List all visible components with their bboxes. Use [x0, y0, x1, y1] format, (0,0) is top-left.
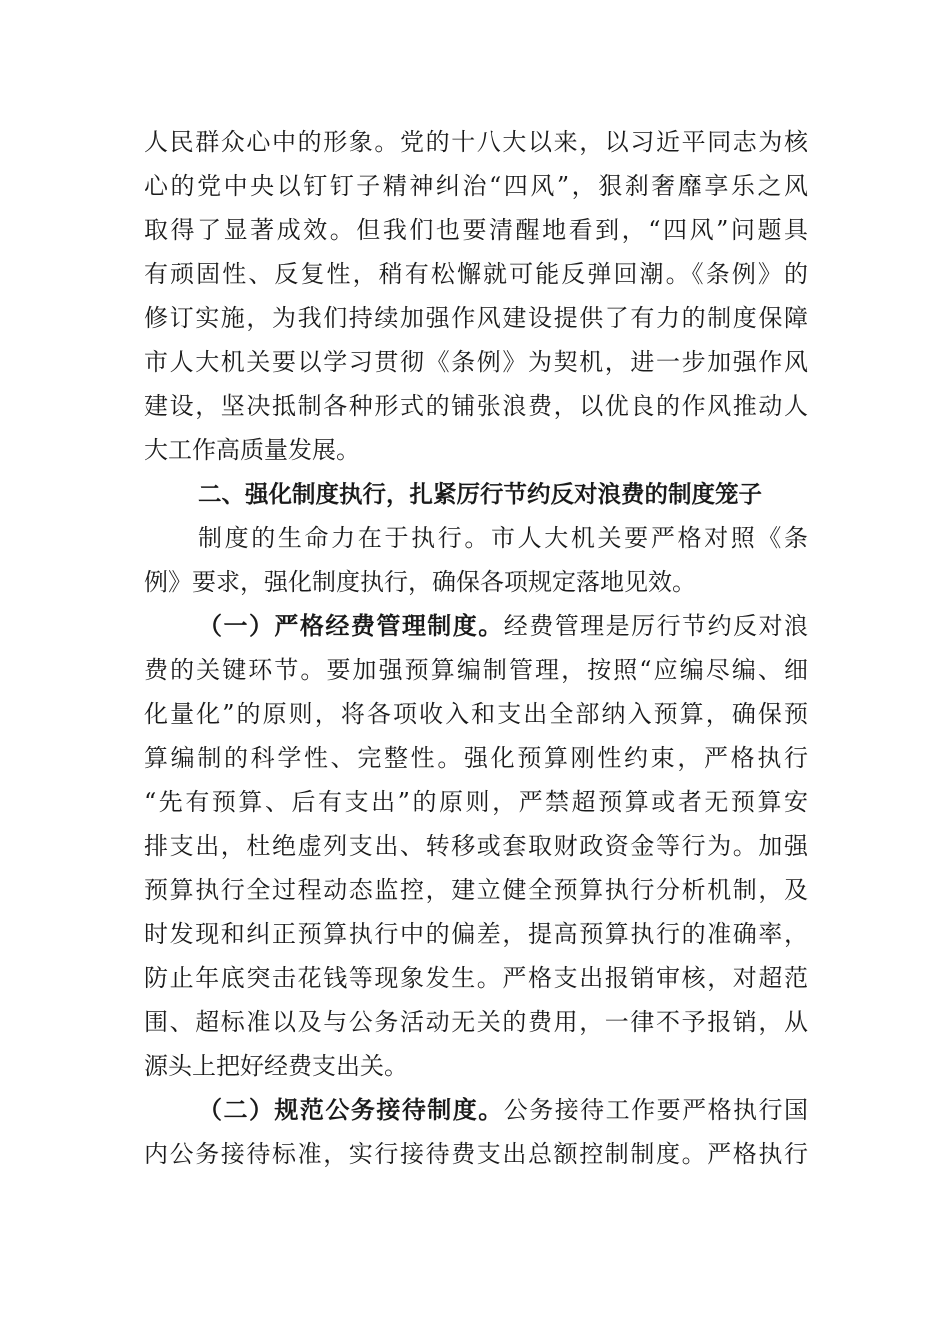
paragraph-line: 市人大机关要以学习贯彻《条例》为契机，进一步加强作风 [144, 348, 808, 376]
paragraph-line: 围、超标准以及与公务活动无关的费用，一律不予报销，从 [144, 1008, 808, 1036]
document-body [144, 120, 808, 1176]
paragraph-line: 算编制的科学性、完整性。强化预算刚性约束，严格执行 [144, 744, 808, 772]
paragraph-line: 修订实施，为我们持续加强作风建设提供了有力的制度保障 [144, 304, 808, 332]
paragraph-line: 内公务接待标准，实行接待费支出总额控制制度。严格执行 [144, 1140, 808, 1168]
item-first-line [144, 1088, 808, 1132]
paragraph-line: 费的关键环节。要加强预算编制管理，按照“应编尽编、细 [144, 656, 808, 684]
item-first-line-text: 经费管理是厉行节约反对浪 [503, 612, 808, 640]
paragraph-line: 时发现和纠正预算执行中的偏差，提高预算执行的准确率， [144, 920, 808, 948]
paragraph-line: 人民群众心中的形象。党的十八大以来，以习近平同志为核 [144, 128, 808, 156]
paragraph-line: 建设，坚决抵制各种形式的铺张浪费，以优良的作风推动人 [144, 392, 808, 420]
item-lead: （二）规范公务接待制度。 [198, 1095, 504, 1124]
item-first-line [144, 604, 808, 648]
paragraph-line: 排支出，杜绝虚列支出、转移或套取财政资金等行为。加强 [144, 832, 808, 860]
paragraph-line: “先有预算、后有支出”的原则，严禁超预算或者无预算安 [144, 788, 808, 816]
paragraph-line: 源头上把好经费支出关。 [144, 1052, 408, 1080]
paragraph-line: 大工作高质量发展。 [144, 436, 360, 464]
paragraph-line: 例》要求，强化制度执行，确保各项规定落地见效。 [144, 568, 696, 596]
paragraph-line: 化量化”的原则，将各项收入和支出全部纳入预算，确保预 [144, 700, 808, 728]
paragraph-line: 心的党中央以钉钉子精神纠治“四风”，狠刹奢靡享乐之风 [144, 172, 808, 200]
paragraph-line: 制度的生命力在于执行。市人大机关要严格对照《条 [198, 524, 808, 552]
paragraph-line: 取得了显著成效。但我们也要清醒地看到，“四风”问题具 [144, 216, 808, 244]
section-heading: 二、强化制度执行，扎紧厉行节约反对浪费的制度笼子 [198, 480, 762, 508]
paragraph-line: 预算执行全过程动态监控，建立健全预算执行分析机制，及 [144, 876, 808, 904]
item-lead: （一）严格经费管理制度。 [198, 611, 504, 640]
paragraph-line: 防止年底突击花钱等现象发生。严格支出报销审核，对超范 [144, 964, 808, 992]
item-first-line-text: 公务接待工作要严格执行国 [503, 1096, 808, 1124]
paragraph-line: 有顽固性、反复性，稍有松懈就可能反弹回潮。《条例》的 [144, 260, 808, 288]
